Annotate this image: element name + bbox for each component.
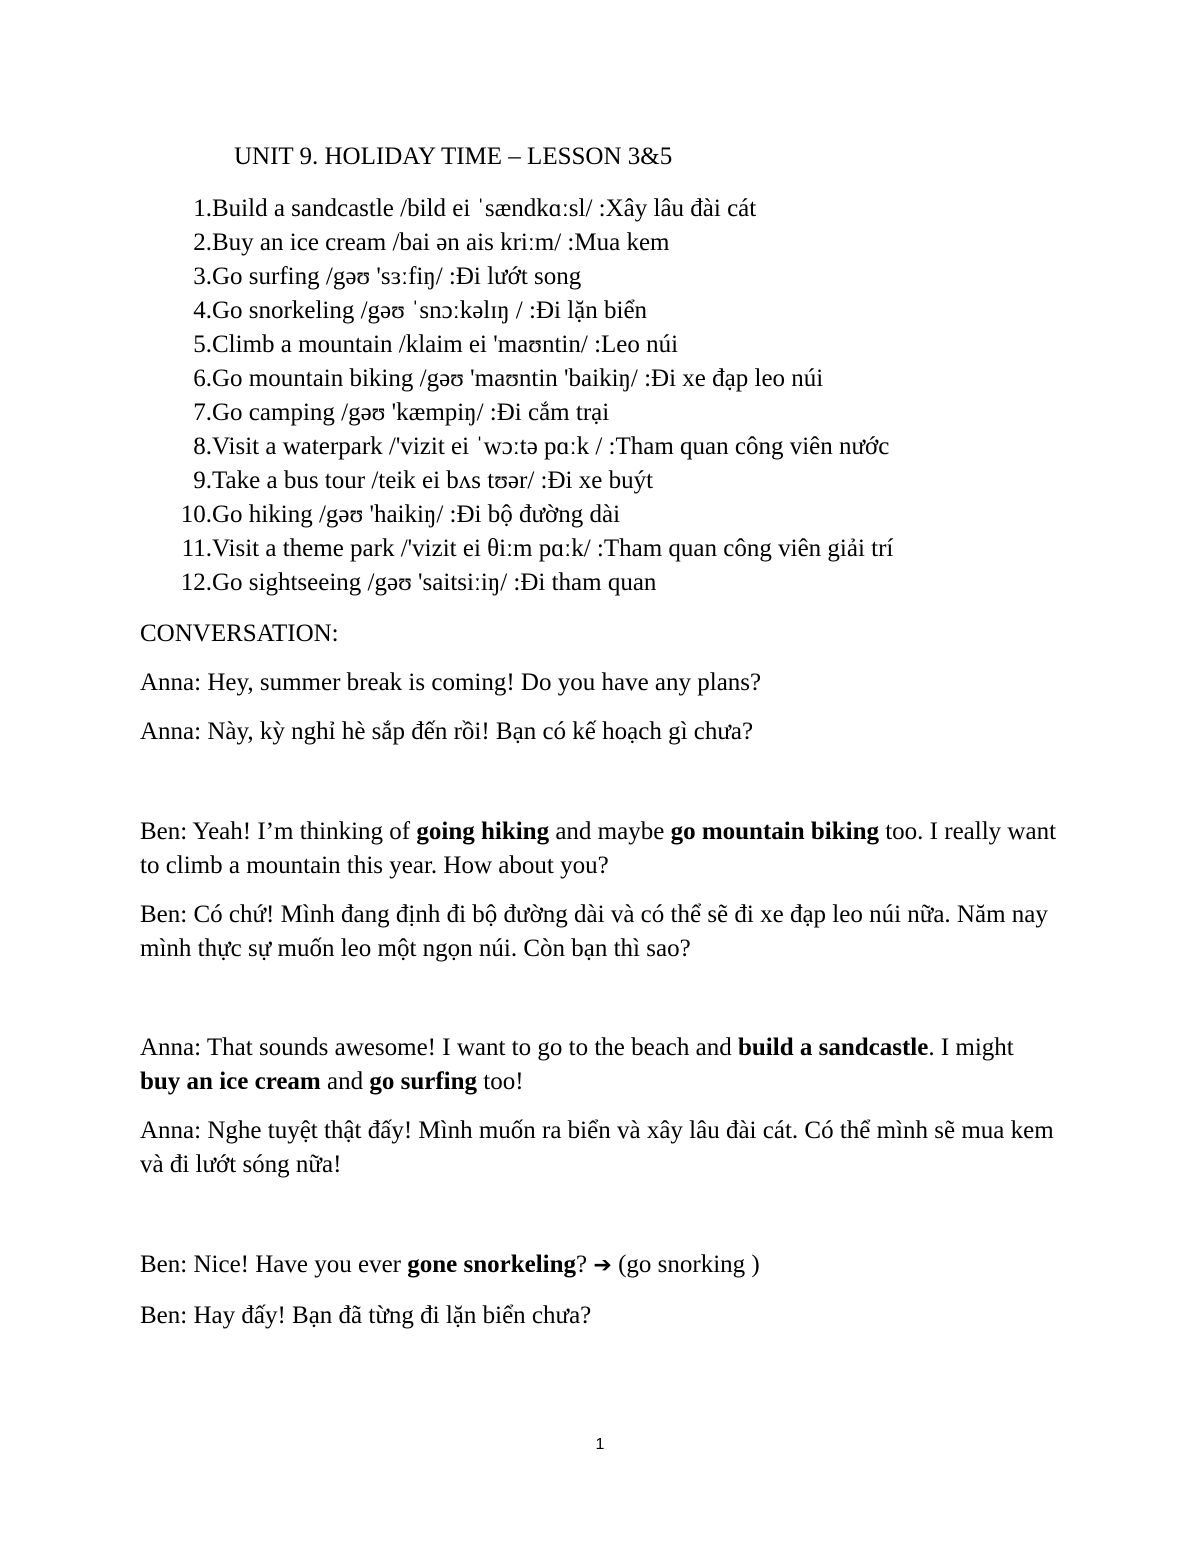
item-text: Go snorkeling /gəʊ ˈsnɔːkəlɪŋ / :Đi lặn biển	[212, 297, 648, 324]
bold-phrase: go mountain biking	[670, 818, 879, 845]
item-number: 5.	[193, 331, 212, 358]
anna-line-2-english	[140, 1031, 1060, 1099]
ben-line-1-vietnamese: Ben: Có chứ! Mình đang định đi bộ đường dài và có thể sẽ đi xe đạp leo núi nữa. Năm nay mình thực sự muốn leo một ngọn núi. Còn bạn thì sao?	[140, 901, 1048, 962]
anna-line-1-vietnamese: Anna: Này, kỳ nghỉ hè sắp đến rồi! Bạn có kế hoạch gì chưa?	[140, 718, 754, 745]
item-text: Go hiking /gəʊ 'haikiŋ/ :Đi bộ đường dài	[212, 501, 621, 528]
page-title: UNIT 9. HOLIDAY TIME – LESSON 3&5	[234, 143, 673, 170]
ben-line-2-english	[140, 1248, 1060, 1283]
bold-phrase: buy an ice cream	[140, 1068, 321, 1095]
item-number: 6.	[193, 365, 212, 392]
item-number: 11.	[181, 535, 212, 562]
text-segment: Ben: Yeah! I’m thinking of	[140, 818, 417, 845]
text-segment: too. I really want to climb a mountain this year. How about you?	[140, 818, 1057, 879]
item-text: Build a sandcastle /bild ei ˈsændkɑːsl/ :Xây lâu đài cát	[212, 195, 757, 222]
item-text: Take a bus tour /teik ei bʌs tʊər/ :Đi xe buýt	[212, 467, 654, 494]
list-item	[140, 192, 893, 226]
text-segment: Ben: Nice! Have you ever	[140, 1251, 408, 1278]
item-number: 7.	[193, 399, 212, 426]
item-text: Climb a mountain /klaim ei 'maʊntin/ :Leo núi	[212, 331, 679, 358]
arrow-icon: ➔	[593, 1253, 612, 1278]
conversation-heading: CONVERSATION:	[140, 620, 339, 647]
item-number: 9.	[193, 467, 212, 494]
vocabulary-list	[140, 192, 893, 600]
text-segment: and maybe	[549, 818, 671, 845]
item-text: Go camping /gəʊ 'kæmpiŋ/ :Đi cắm trại	[212, 399, 610, 426]
text-segment: (go snorking )	[611, 1251, 760, 1278]
list-item	[140, 294, 893, 328]
item-number: 8.	[193, 433, 212, 460]
text-segment: too!	[477, 1068, 524, 1095]
item-text: Buy an ice cream /bai ən ais kriːm/ :Mua kem	[212, 229, 670, 256]
ben-line-2-vietnamese: Ben: Hay đấy! Bạn đã từng đi lặn biển chưa?	[140, 1302, 592, 1329]
text-segment: Anna: That sounds awesome! I want to go to the beach and	[140, 1034, 738, 1061]
list-item	[140, 226, 893, 260]
item-text: Go mountain biking /gəʊ 'maʊntin 'baikiŋ/ :Đi xe đạp leo núi	[212, 365, 824, 392]
item-number: 4.	[193, 297, 212, 324]
bold-phrase: build a sandcastle	[738, 1034, 929, 1061]
item-number: 2.	[193, 229, 212, 256]
item-text: Go surfing /gəʊ 'sɜːfiŋ/ :Đi lướt song	[212, 263, 582, 290]
item-number: 1.	[193, 195, 212, 222]
list-item	[140, 566, 893, 600]
list-item	[140, 260, 893, 294]
item-text: Go sightseeing /gəʊ 'saitsiːiŋ/ :Đi tham quan	[212, 569, 657, 596]
list-item	[140, 430, 893, 464]
text-segment: and	[320, 1068, 370, 1095]
item-text: Visit a theme park /'vizit ei θiːm pɑːk/ :Tham quan công viên giải trí	[212, 535, 894, 562]
text-segment: ?	[576, 1251, 594, 1278]
list-item	[140, 464, 893, 498]
bold-phrase: gone snorkeling	[407, 1251, 577, 1278]
list-item	[140, 396, 893, 430]
item-number: 12.	[180, 569, 212, 596]
item-text: Visit a waterpark /'vizit ei ˈwɔːtə pɑːk / :Tham quan công viên nước	[212, 433, 890, 460]
anna-line-1-english: Anna: Hey, summer break is coming! Do you have any plans?	[140, 669, 762, 696]
list-item	[140, 362, 893, 396]
ben-line-1-english	[140, 815, 1060, 883]
item-number: 10.	[180, 501, 212, 528]
bold-phrase: going hiking	[416, 818, 550, 845]
text-segment: . I might	[928, 1034, 1014, 1061]
bold-phrase: go surfing	[369, 1068, 478, 1095]
page-number: 1	[595, 1436, 605, 1453]
anna-line-2-vietnamese: Anna: Nghe tuyệt thật đấy! Mình muốn ra biển và xây lâu đài cát. Có thể mình sẽ mua kem và đi lướt sóng nữa!	[140, 1117, 1054, 1178]
list-item	[140, 532, 893, 566]
list-item	[140, 328, 893, 362]
item-number: 3.	[193, 263, 212, 290]
list-item	[140, 498, 893, 532]
